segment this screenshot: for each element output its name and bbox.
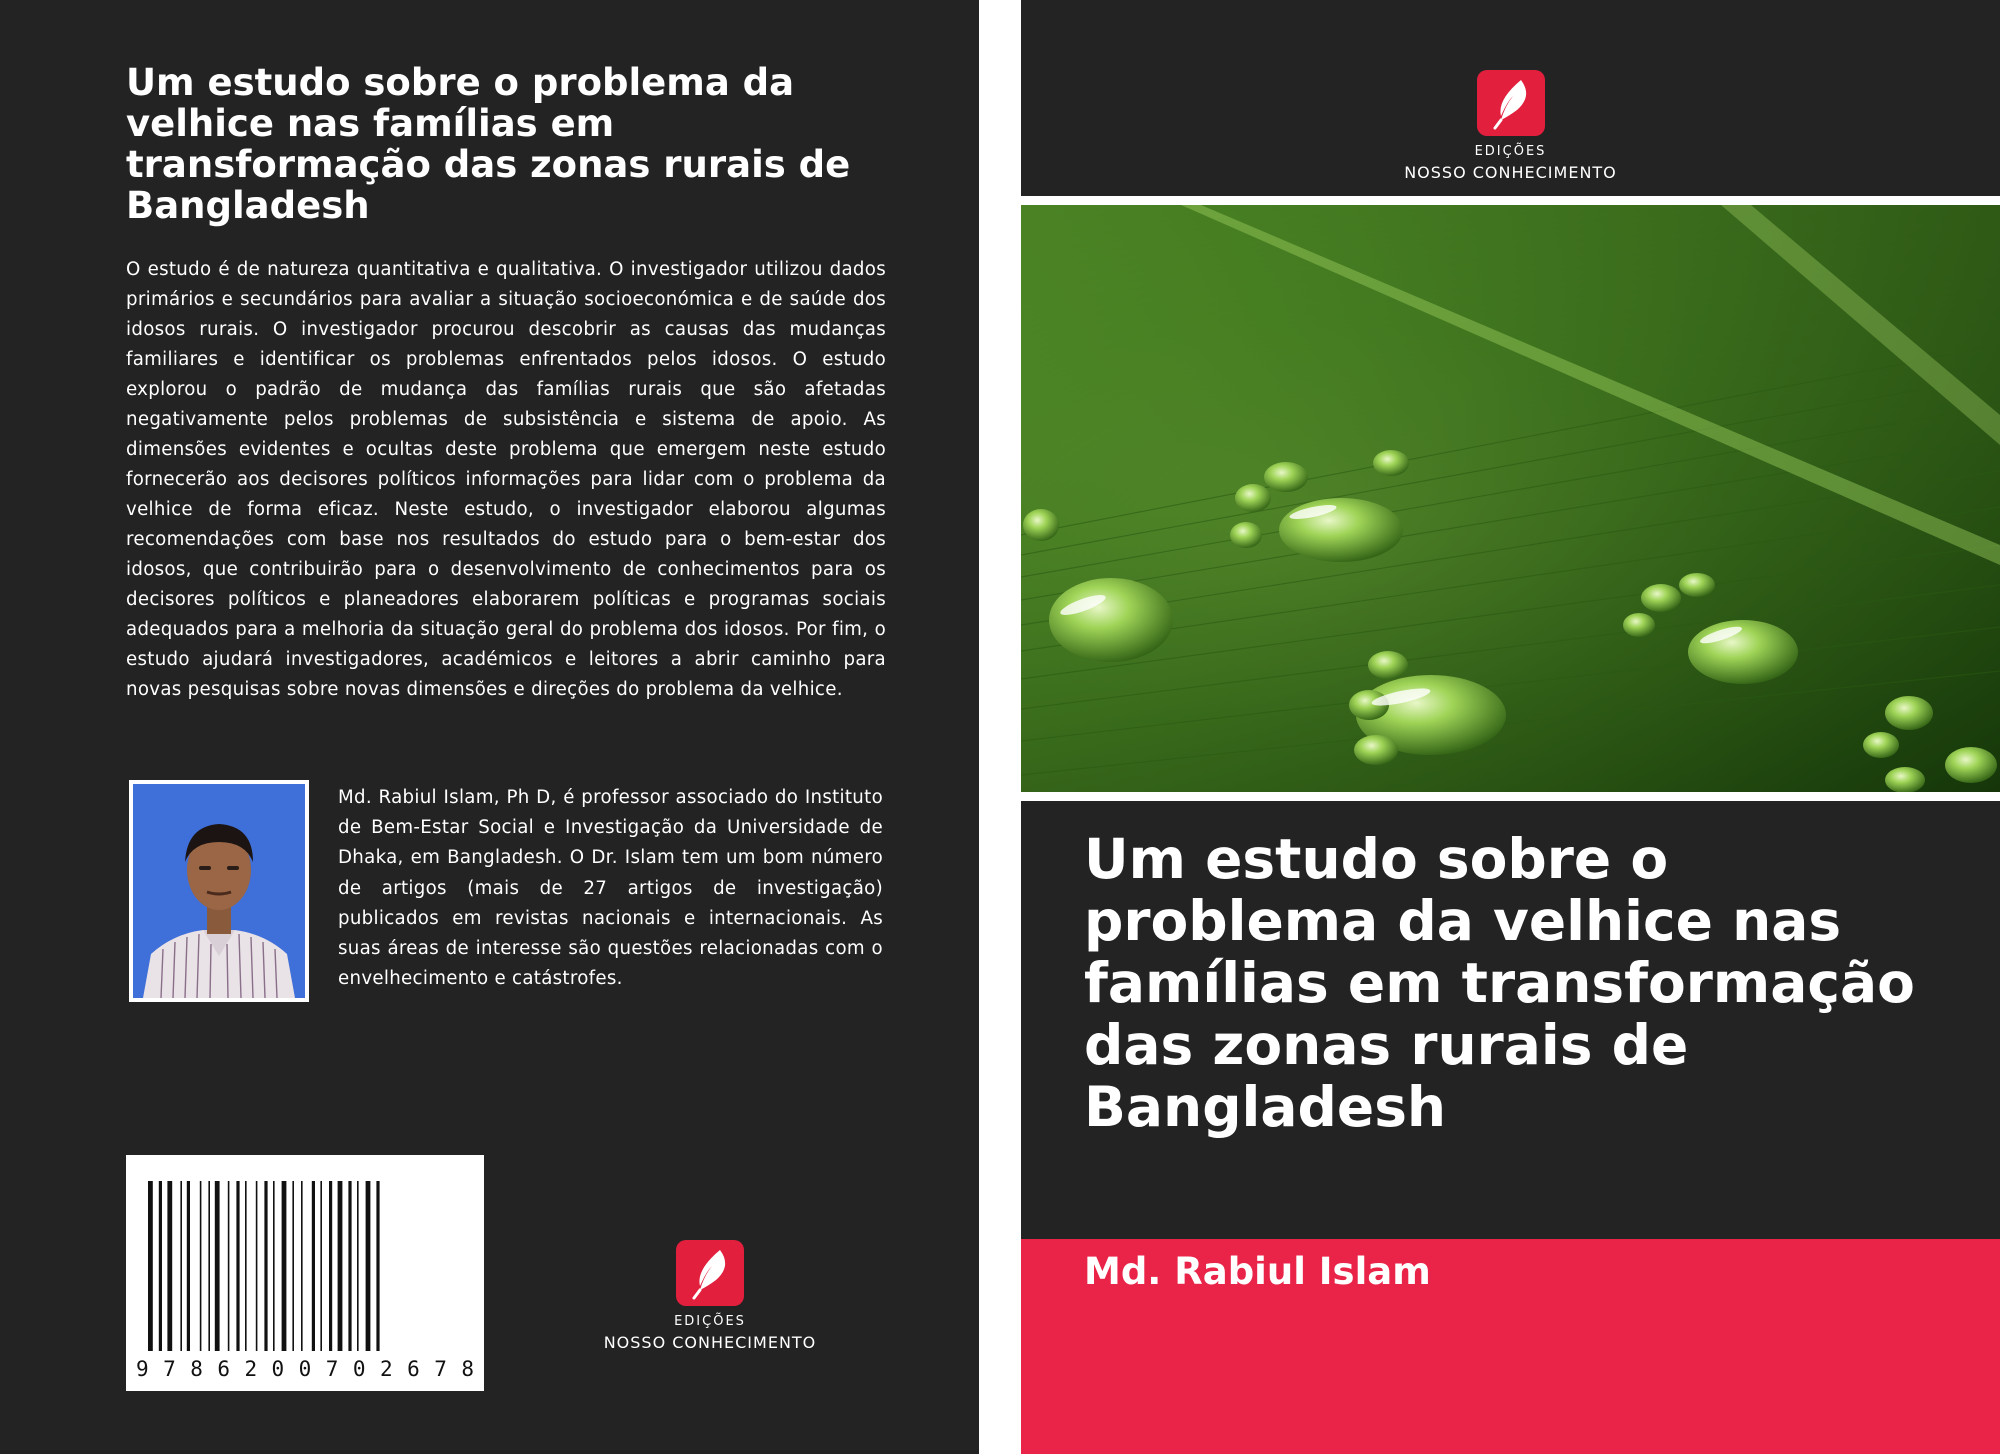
barcode-digit: 2 xyxy=(379,1357,393,1381)
publisher-logo-back xyxy=(580,1240,840,1352)
publisher-small-label: EDIÇÕES xyxy=(1474,144,1547,159)
feather-quill-icon xyxy=(1477,70,1545,136)
barcode-digit: 8 xyxy=(190,1357,203,1381)
barcode-digit: 2 xyxy=(244,1357,258,1381)
back-cover xyxy=(0,0,979,1454)
barcode-digit: 7 xyxy=(325,1357,339,1381)
author-photo xyxy=(129,780,309,1002)
barcode-digit: 8 xyxy=(461,1357,474,1381)
barcode-digit: 6 xyxy=(217,1357,230,1381)
isbn-barcode xyxy=(126,1155,484,1391)
leaf-photo xyxy=(1021,205,2000,792)
back-cover-title: Um estudo sobre o problema da velhice nas famílias em transformação das zonas rurais de Bangladesh xyxy=(126,61,851,227)
author-bio: Md. Rabiul Islam, Ph D, é professor associado do Instituto de Bem-Estar Social e Investigação da Universidade de Dhaka, em Bangladesh. O Dr. Islam tem um bom número de artigos (mais de 27 artigos de investigação) publicados em revistas nacionais e internacionais. As suas áreas de interesse são questões relacionadas com o envelhecimento e catástrofes. xyxy=(338,787,883,990)
author-portrait-image xyxy=(133,784,305,998)
leaf-water-drops-image xyxy=(1021,205,2000,792)
barcode-digit: 7 xyxy=(434,1357,447,1381)
barcode-digit: 0 xyxy=(298,1357,312,1381)
barcode-digit: 6 xyxy=(407,1357,420,1381)
barcode-digit: 0 xyxy=(271,1357,285,1381)
front-cover-author: Md. Rabiul Islam xyxy=(1084,1250,1431,1293)
barcode-digits xyxy=(136,1357,474,1381)
barcode-bars xyxy=(126,1155,484,1391)
back-cover-description: O estudo é de natureza quantitativa e qualitativa. O investigador utilizou dados primários e secundários para avaliar a situação socioeconómica e de saúde dos idosos rurais. O investigador procurou descobrir as causas das mudanças familiares e identificar os problemas enfrentados pelos idosos. O estudo explorou o padrão de mudança das famílias rurais que são afetadas negativamente pelos problemas de subsistência e sistema de apoio. As dimensões evidentes e ocultas deste problema que emergem neste estudo fornecerão aos decisores políticos informações para lidar com o problema da velhice de forma eficaz. Neste estudo, o investigador elaborou algumas recomendações com base nos resultados do estudo para o bem-estar dos idosos, que contribuirão para o desenvolvimento de conhecimentos para os decisores políticos e planeadores elaborarem políticas e programas sociais adequados para a melhoria da situação geral do problema dos idosos. Por fim, o estudo ajudará investigadores, académicos e leitores a abrir caminho para novas pesquisas sobre novas dimensões e direções do problema da velhice. xyxy=(126,259,886,700)
barcode-digit: 9 xyxy=(136,1357,149,1381)
front-cover-header xyxy=(1021,0,2000,196)
publisher-name: NOSSO CONHECIMENTO xyxy=(1404,163,1617,182)
publisher-small-label: EDIÇÕES xyxy=(674,1314,746,1329)
publisher-logo-front xyxy=(1382,70,1639,182)
barcode-digit: 7 xyxy=(163,1357,176,1381)
publisher-name: NOSSO CONHECIMENTO xyxy=(603,1333,817,1352)
feather-quill-icon xyxy=(676,1240,744,1306)
barcode-digit: 0 xyxy=(352,1357,366,1381)
front-cover-title: Um estudo sobre o problema da velhice nas famílias em transformação das zonas rurais de Bangladesh xyxy=(1084,827,1915,1139)
